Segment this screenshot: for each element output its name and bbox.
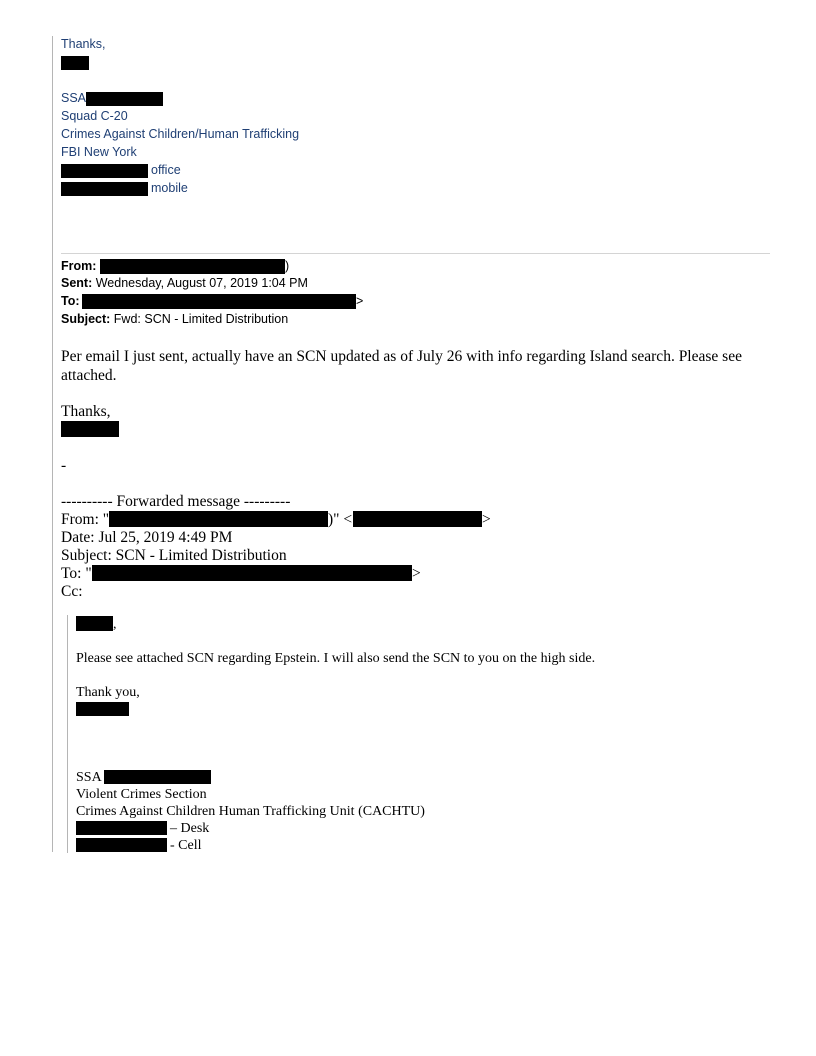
sent-value: Wednesday, August 07, 2019 1:04 PM xyxy=(95,276,308,290)
quoted-body: Please see attached SCN regarding Epstein. I will also send the SCN to you on the high side. xyxy=(76,651,596,666)
redaction xyxy=(109,511,328,527)
quoted-desk-label: – Desk xyxy=(170,821,210,836)
redaction xyxy=(61,182,148,196)
signature-thanks: Thanks, xyxy=(61,37,106,51)
inner-quote-bar xyxy=(67,615,68,853)
from-label: From: xyxy=(61,259,97,273)
redaction xyxy=(86,92,163,106)
to-label: To: xyxy=(61,294,80,308)
to-row xyxy=(61,294,80,308)
subject-value: Fwd: SCN - Limited Distribution xyxy=(113,312,289,326)
redaction xyxy=(76,821,167,835)
redaction xyxy=(76,616,113,631)
subject-row xyxy=(61,312,288,326)
redaction xyxy=(61,164,148,178)
redaction xyxy=(82,294,356,309)
fwd-subject: Subject: SCN - Limited Distribution xyxy=(61,547,287,564)
quoted-closing: Thank you, xyxy=(76,685,140,700)
redaction xyxy=(100,259,285,274)
header-separator xyxy=(61,253,770,254)
signature-mobile-label: mobile xyxy=(151,181,188,195)
signature-title: SSA xyxy=(61,91,87,105)
body-dash: - xyxy=(61,457,67,474)
outer-quote-bar xyxy=(52,36,53,852)
from-suffix: ) xyxy=(285,259,290,273)
redaction xyxy=(61,421,119,437)
signature-office-label: office xyxy=(151,163,181,177)
redaction xyxy=(61,56,89,70)
signature-unit: Crimes Against Children/Human Trafficking xyxy=(61,127,300,141)
fwd-date: Date: Jul 25, 2019 4:49 PM xyxy=(61,529,233,546)
sent-label: Sent: xyxy=(61,276,93,290)
sent-row xyxy=(61,276,308,290)
quoted-section: Violent Crimes Section xyxy=(76,787,207,802)
to-suffix: > xyxy=(356,294,364,308)
fwd-to-end: > xyxy=(412,565,421,582)
forwarded-divider: ---------- Forwarded message --------- xyxy=(61,493,291,510)
quoted-unit: Crimes Against Children Human Trafficking Unit (CACHTU) xyxy=(76,804,425,819)
redaction xyxy=(353,511,482,527)
quoted-cell-label: - Cell xyxy=(170,838,202,853)
redaction xyxy=(76,838,167,852)
fwd-cc: Cc: xyxy=(61,583,83,600)
signature-office-name: FBI New York xyxy=(61,145,137,159)
signature-squad: Squad C-20 xyxy=(61,109,128,123)
quoted-greeting-comma: , xyxy=(113,617,117,632)
fwd-to-label: To: " xyxy=(61,565,92,582)
body-paragraph: Per email I just sent, actually have an SCN updated as of July 26 with info regarding Island search. Please see xyxy=(61,348,742,365)
from-row xyxy=(61,259,96,273)
fwd-from-label: From: " xyxy=(61,511,110,528)
fwd-from-mid: )" < xyxy=(328,511,353,528)
fwd-from-end: > xyxy=(482,511,491,528)
quoted-title: SSA xyxy=(76,770,102,785)
body-thanks: Thanks, xyxy=(61,403,111,420)
redaction xyxy=(76,702,129,716)
subject-label: Subject: xyxy=(61,312,111,326)
redaction xyxy=(92,565,412,581)
body-paragraph-cont: attached. xyxy=(61,367,117,384)
redaction xyxy=(104,770,211,784)
